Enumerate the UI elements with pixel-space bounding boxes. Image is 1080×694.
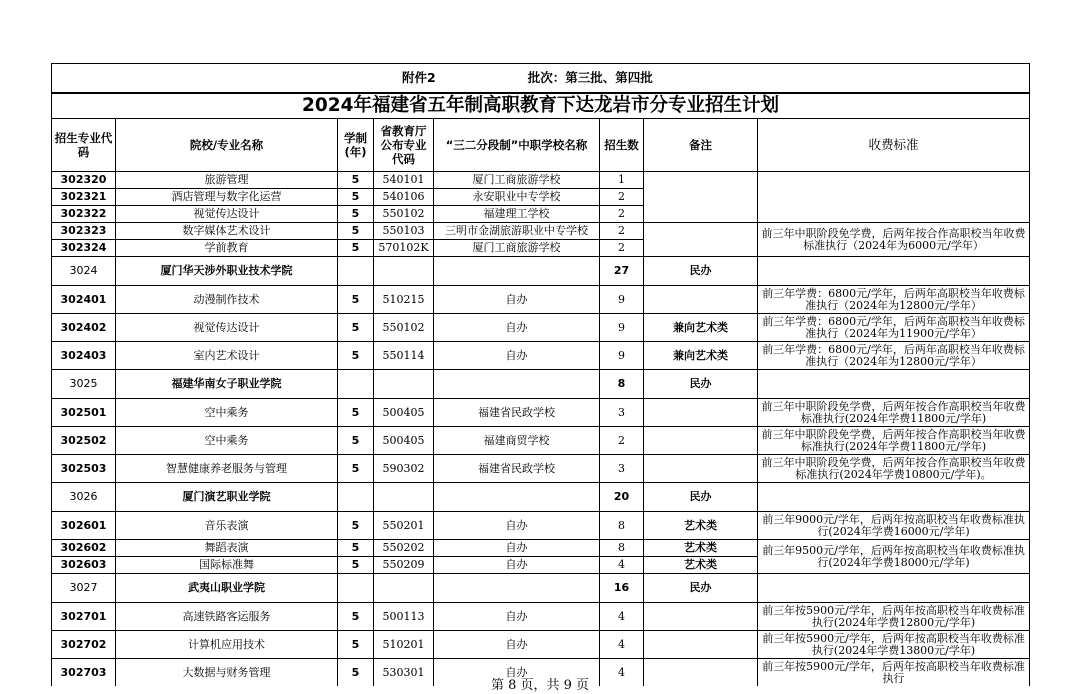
study-years: 5: [338, 659, 374, 687]
enroll-count: 4: [600, 557, 644, 574]
major-code: 302702: [52, 631, 116, 659]
mid-school-name: 自办: [434, 314, 600, 342]
major-name: 音乐表演: [116, 512, 338, 540]
study-years: 5: [338, 206, 374, 223]
header-fee: 收费标准: [758, 119, 1030, 172]
remark-cell: [644, 172, 758, 223]
major-name: 大数据与财务管理: [116, 659, 338, 687]
remark-cell: [644, 455, 758, 483]
major-row: [52, 427, 1030, 455]
published-code: 530301: [374, 659, 434, 687]
blank-cell: [338, 257, 374, 286]
major-name: 数字媒体艺术设计: [116, 223, 338, 240]
fee-cell: [758, 172, 1030, 223]
mid-school-name: 福建商贸学校: [434, 427, 600, 455]
remark-cell: 艺术类: [644, 512, 758, 540]
fee-standard: 前三年9000元/学年，后两年按高职校当年收费标准执行(2024年学费16000元/学年): [758, 512, 1030, 540]
major-code: 302503: [52, 455, 116, 483]
school-code: 3027: [52, 574, 116, 603]
blank-cell: [434, 483, 600, 512]
enroll-count: 2: [600, 189, 644, 206]
fee-standard: 前三年中职阶段免学费，后两年按合作高职校当年收费标准执行(2024年学费11800元/学年): [758, 399, 1030, 427]
major-row: [52, 286, 1030, 314]
mid-school-name: 自办: [434, 512, 600, 540]
enrollment-plan-table: [51, 63, 1030, 686]
major-code: 302501: [52, 399, 116, 427]
major-name: 计算机应用技术: [116, 631, 338, 659]
major-code: 302703: [52, 659, 116, 687]
enroll-count: 2: [600, 223, 644, 240]
study-years: 5: [338, 557, 374, 574]
published-code: 510201: [374, 631, 434, 659]
remark-cell: [644, 427, 758, 455]
published-code: 540101: [374, 172, 434, 189]
mid-school-name: 永安职业中专学校: [434, 189, 600, 206]
published-code: 500405: [374, 427, 434, 455]
enroll-count: 2: [600, 427, 644, 455]
page-footer: 第 8 页，共 9 页: [490, 678, 590, 693]
fee-standard: 前三年学费：6800元/学年，后两年高职校当年收费标准执行（2024年为12800元/学年）: [758, 342, 1030, 370]
major-name: 高速铁路客运服务: [116, 603, 338, 631]
major-name: 空中乘务: [116, 427, 338, 455]
major-row: [52, 540, 1030, 557]
mid-school-name: 厦门工商旅游学校: [434, 172, 600, 189]
school-count: 20: [600, 483, 644, 512]
major-row: [52, 172, 1030, 189]
enroll-count: 9: [600, 314, 644, 342]
header-years: 学制(年): [338, 119, 374, 172]
blank-cell: [758, 483, 1030, 512]
fee-standard: 前三年9500元/学年，后两年按高职校当年收费标准执行(2024年学费18000元/学年): [758, 540, 1030, 574]
enroll-count: 4: [600, 603, 644, 631]
school-type: 民办: [644, 370, 758, 399]
blank-cell: [758, 257, 1030, 286]
major-row: [52, 603, 1030, 631]
blank-cell: [374, 483, 434, 512]
published-code: 510215: [374, 286, 434, 314]
header-mid-school: “三二分段制”中职学校名称: [434, 119, 600, 172]
school-row: [52, 370, 1030, 399]
enroll-count: 2: [600, 206, 644, 223]
school-type: 民办: [644, 257, 758, 286]
remark-cell: 艺术类: [644, 540, 758, 557]
enroll-count: 9: [600, 286, 644, 314]
published-code: 500113: [374, 603, 434, 631]
mid-school-name: 自办: [434, 631, 600, 659]
annex-batch-row: [52, 64, 1030, 94]
major-name: 学前教育: [116, 240, 338, 257]
major-code: 302603: [52, 557, 116, 574]
published-code: 550114: [374, 342, 434, 370]
enroll-count: 8: [600, 512, 644, 540]
remark-cell: [644, 603, 758, 631]
published-code: 540106: [374, 189, 434, 206]
enroll-count: 9: [600, 342, 644, 370]
major-code: 302402: [52, 314, 116, 342]
major-code: 302601: [52, 512, 116, 540]
mid-school-name: 福建省民政学校: [434, 399, 600, 427]
major-row: [52, 314, 1030, 342]
remark-cell: 兼向艺术类: [644, 314, 758, 342]
study-years: 5: [338, 455, 374, 483]
blank-cell: [374, 257, 434, 286]
school-row: [52, 483, 1030, 512]
header-name: 院校/专业名称: [116, 119, 338, 172]
major-code: 302602: [52, 540, 116, 557]
school-code: 3026: [52, 483, 116, 512]
school-count: 8: [600, 370, 644, 399]
remark-cell: 艺术类: [644, 557, 758, 574]
major-row: [52, 512, 1030, 540]
major-code: 302320: [52, 172, 116, 189]
mid-school-name: 自办: [434, 286, 600, 314]
blank-cell: [434, 574, 600, 603]
header-pub-code: 省教育厅公布专业代码: [374, 119, 434, 172]
remark-cell: 兼向艺术类: [644, 342, 758, 370]
document-title: 2024年福建省五年制高职教育下达龙岩市分专业招生计划: [52, 93, 1030, 119]
major-code: 302401: [52, 286, 116, 314]
blank-cell: [338, 370, 374, 399]
fee-standard: 前三年按5900元/学年，后两年按高职校当年收费标准执行(2024年学费13800元/学年): [758, 631, 1030, 659]
major-row: [52, 455, 1030, 483]
major-code: 302701: [52, 603, 116, 631]
major-name: 国际标准舞: [116, 557, 338, 574]
mid-school-name: 自办: [434, 540, 600, 557]
fee-standard: 前三年学费：6800元/学年，后两年高职校当年收费标准执行（2024年为11900元/学年）: [758, 314, 1030, 342]
fee-standard: 前三年按5900元/学年，后两年按高职校当年收费标准执行: [758, 659, 1030, 687]
major-code: 302502: [52, 427, 116, 455]
major-code: 302323: [52, 223, 116, 240]
study-years: 5: [338, 540, 374, 557]
study-years: 5: [338, 512, 374, 540]
header-remark: 备注: [644, 119, 758, 172]
study-years: 5: [338, 603, 374, 631]
mid-school-name: 自办: [434, 603, 600, 631]
blank-cell: [758, 370, 1030, 399]
major-name: 旅游管理: [116, 172, 338, 189]
enroll-count: 3: [600, 399, 644, 427]
annex-label: 附件2: [402, 70, 436, 85]
study-years: 5: [338, 342, 374, 370]
school-name: 武夷山职业学院: [116, 574, 338, 603]
school-count: 27: [600, 257, 644, 286]
published-code: 570102K: [374, 240, 434, 257]
school-row: [52, 574, 1030, 603]
published-code: 550209: [374, 557, 434, 574]
major-row: [52, 631, 1030, 659]
mid-school-name: 自办: [434, 557, 600, 574]
remark-cell: [644, 223, 758, 257]
remark-cell: [644, 286, 758, 314]
major-name: 视觉传达设计: [116, 206, 338, 223]
enroll-count: 2: [600, 240, 644, 257]
study-years: 5: [338, 427, 374, 455]
school-name: 厦门华天涉外职业技术学院: [116, 257, 338, 286]
major-code: 302322: [52, 206, 116, 223]
remark-cell: [644, 631, 758, 659]
blank-cell: [434, 257, 600, 286]
major-name: 智慧健康养老服务与管理: [116, 455, 338, 483]
published-code: 500405: [374, 399, 434, 427]
major-name: 动漫制作技术: [116, 286, 338, 314]
major-name: 室内艺术设计: [116, 342, 338, 370]
published-code: 550202: [374, 540, 434, 557]
published-code: 550103: [374, 223, 434, 240]
school-row: [52, 257, 1030, 286]
blank-cell: [338, 574, 374, 603]
fee-standard: 前三年学费：6800元/学年，后两年高职校当年收费标准执行（2024年为12800元/学年）: [758, 286, 1030, 314]
school-code: 3024: [52, 257, 116, 286]
blank-cell: [338, 483, 374, 512]
school-count: 16: [600, 574, 644, 603]
published-code: 550201: [374, 512, 434, 540]
fee-standard: 前三年按5900元/学年，后两年按高职校当年收费标准执行(2024年学费12800元/学年): [758, 603, 1030, 631]
mid-school-name: 自办: [434, 659, 600, 687]
study-years: 5: [338, 286, 374, 314]
blank-cell: [374, 574, 434, 603]
remark-cell: [644, 399, 758, 427]
school-type: 民办: [644, 483, 758, 512]
school-name: 福建华南女子职业学院: [116, 370, 338, 399]
major-row: [52, 399, 1030, 427]
mid-school-name: 三明市金湖旅游职业中专学校: [434, 223, 600, 240]
header-row: [52, 119, 1030, 172]
study-years: 5: [338, 223, 374, 240]
study-years: 5: [338, 399, 374, 427]
enroll-count: 4: [600, 659, 644, 687]
school-name: 厦门演艺职业学院: [116, 483, 338, 512]
blank-cell: [758, 574, 1030, 603]
school-type: 民办: [644, 574, 758, 603]
major-name: 酒店管理与数字化运营: [116, 189, 338, 206]
published-code: 550102: [374, 206, 434, 223]
mid-school-name: 自办: [434, 342, 600, 370]
fee-standard: 前三年中职阶段免学费，后两年按合作高职校当年收费标准执行(2024年学费10800元/学年)。: [758, 455, 1030, 483]
study-years: 5: [338, 631, 374, 659]
published-code: 550102: [374, 314, 434, 342]
blank-cell: [434, 370, 600, 399]
mid-school-name: 福建省民政学校: [434, 455, 600, 483]
header-count: 招生数: [600, 119, 644, 172]
major-name: 视觉传达设计: [116, 314, 338, 342]
fee-standard: 前三年中职阶段免学费，后两年按合作高职校当年收费标准执行（2024年为6000元/学年）: [758, 223, 1030, 257]
enroll-count: 3: [600, 455, 644, 483]
major-name: 舞蹈表演: [116, 540, 338, 557]
study-years: 5: [338, 189, 374, 206]
mid-school-name: 厦门工商旅游学校: [434, 240, 600, 257]
fee-standard: 前三年中职阶段免学费，后两年按合作高职校当年收费标准执行(2024年学费11800元/学年): [758, 427, 1030, 455]
enroll-count: 8: [600, 540, 644, 557]
batch-label: 批次：第三批、第四批: [527, 70, 653, 85]
study-years: 5: [338, 314, 374, 342]
mid-school-name: 福建理工学校: [434, 206, 600, 223]
major-name: 空中乘务: [116, 399, 338, 427]
published-code: 590302: [374, 455, 434, 483]
study-years: 5: [338, 240, 374, 257]
school-code: 3025: [52, 370, 116, 399]
header-code: 招生专业代码: [52, 119, 116, 172]
enroll-count: 4: [600, 631, 644, 659]
major-row: [52, 223, 1030, 240]
blank-cell: [374, 370, 434, 399]
major-code: 302403: [52, 342, 116, 370]
enroll-count: 1: [600, 172, 644, 189]
study-years: 5: [338, 172, 374, 189]
major-code: 302321: [52, 189, 116, 206]
major-code: 302324: [52, 240, 116, 257]
major-row: [52, 342, 1030, 370]
